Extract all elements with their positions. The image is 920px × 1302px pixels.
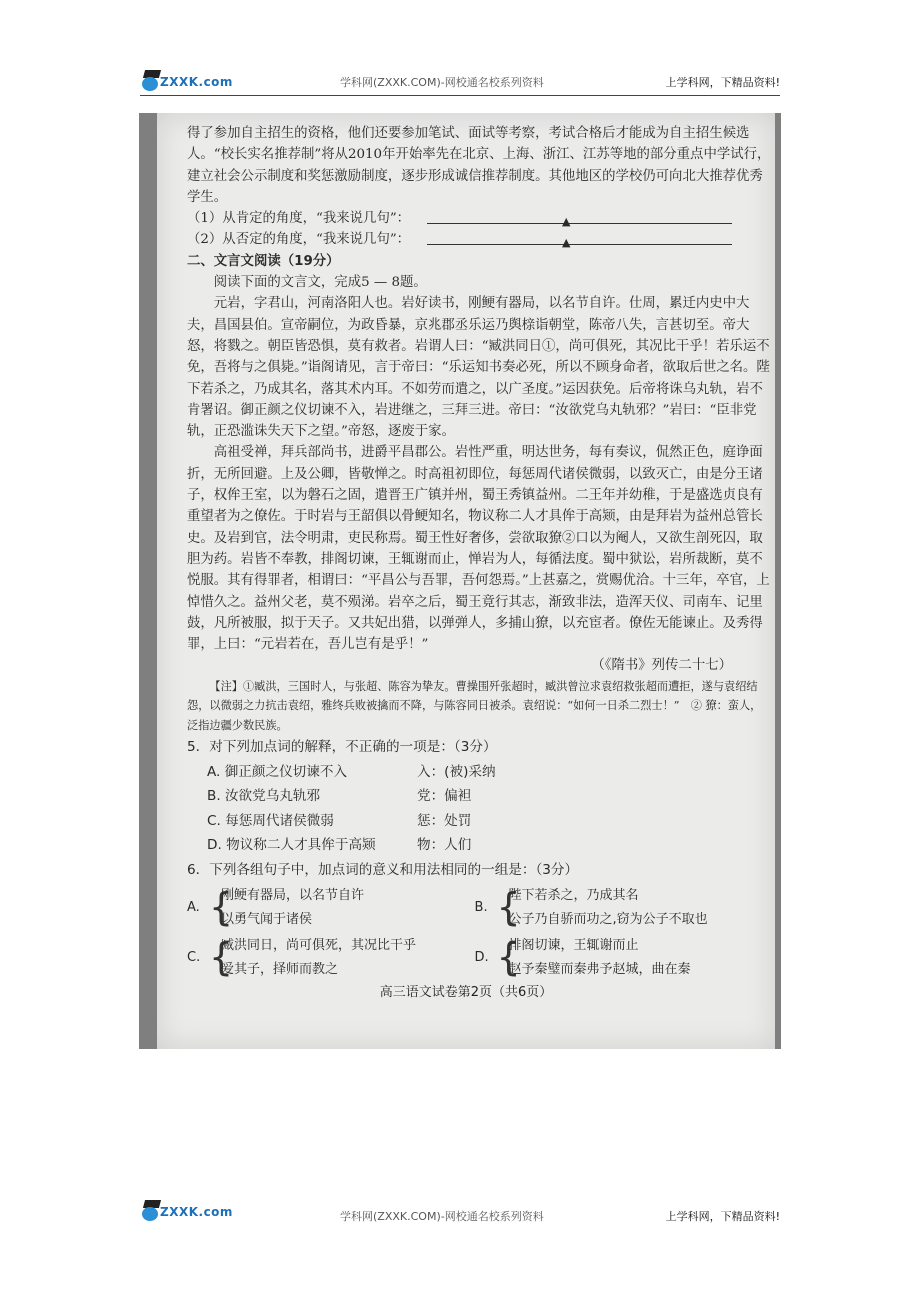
q6-option-d-line2: 赵予秦璧而秦弗予赵城，曲在秦 — [508, 962, 691, 978]
q5-option-a-text: A. 御正颜之仪切谏不入 — [207, 763, 348, 780]
q5-option-d — [187, 833, 772, 858]
q6-option-a-line2: 以勇气闻于诸侯 — [221, 912, 313, 928]
q6-option-a-label: A. — [187, 900, 200, 916]
logo-text: ZXXK.com — [160, 1205, 233, 1219]
zxxk-logo — [140, 70, 233, 92]
passage-paragraph-2: 高祖受禅，拜兵部尚书，进爵平昌郡公。岩性严重，明达世务，每有奏议，侃然正色，庭诤面折，无所回避。上及公卿，皆敬惮之。时高祖初即位，每惩周代诸侯微弱，以致灭亡，由是分王诸子，权侔王室，以为磐石之固，遣晋王广镇并州，蜀王秀镇益州。二王年并幼稚，于是盛选贞良有重望者为之僚佐。于时岩与王韶俱以骨鲠知名，物议称二人才具侔于高颎，由是拜岩为益州总管长史。及岩到官，法令明肃，吏民称焉。蜀王性好奢侈，尝欲取獠②口以为阉人，又欲生剖死囚，取胆为药。岩皆不奉教，排阁切谏，王辄谢而止，惮岩为人，每循法度。蜀中狱讼，岩所裁断，莫不悦服。其有得罪者，相谓曰：“平昌公与吾罪，吾何怨焉。”上甚嘉之，赏赐优洽。十三年，卒官，上悼惜久之。益州父老，莫不殒涕。岩卒之后，蜀王竟行其志，渐致非法，造浑天仪、司南车、记里鼓，凡所被服，拟于天子。又共妃出猎，以弹弹人，多捕山獠，以充宦者。僚佐无能谏止。及秀得罪，上曰：“元岩若在，吾儿岂有是乎！” — [187, 445, 770, 653]
q5-option-c-text: C. 每惩周代诸侯微弱 — [207, 812, 334, 829]
zxxk-logo — [140, 1200, 233, 1222]
globe-icon — [142, 1207, 158, 1221]
q6-option-b-line2: 公子乃自骄而功之,窃为公子不取也 — [508, 912, 708, 928]
question-6-stem: 6．下列各组句子中，加点词的意义和用法相同的一组是：（3分） — [187, 861, 579, 878]
question-5-options — [187, 760, 772, 858]
brace-icon: { — [209, 935, 234, 980]
passage-source: （《隋书》列传二十七） — [591, 658, 732, 674]
q5-option-b — [187, 784, 772, 809]
globe-icon — [142, 77, 158, 91]
page-footer — [140, 1198, 780, 1228]
footer-center-text: 学科网(ZXXK.COM)-网校通名校系列资料 — [340, 1210, 544, 1223]
question-2-row — [187, 229, 772, 250]
triangle-marker-2: ▲ — [562, 236, 571, 250]
logo-text: ZXXK.com — [160, 75, 233, 89]
q5-option-b-gloss: 党：偏袒 — [417, 788, 472, 805]
header-center-text: 学科网(ZXXK.COM)-网校通名校系列资料 — [340, 76, 544, 89]
question-2-label: （2）从否定的角度，“我来说几句”： — [187, 232, 411, 248]
q5-option-d-gloss: 物：人们 — [417, 837, 472, 854]
q5-option-a-gloss: 入：(被)采纳 — [417, 763, 496, 780]
q5-option-a — [187, 760, 772, 785]
exam-content — [187, 123, 772, 982]
intro-paragraph: 得了参加自主招生的资格，他们还要参加笔试、面试等考察，考试合格后才能成为自主招生候选人。“校长实名推荐制”将从2010年开始率先在北京、上海、浙江、江苏等地的部分重点中学试行，建立社会公示制度和奖惩激励制度，逐步形成诚信推荐制度。其他地区的学校仍可向北大推荐优秀学生。 — [187, 126, 771, 205]
q6-option-b-line1: 陛下若杀之，乃成其名 — [508, 888, 639, 904]
reading-instruction: 阅读下面的文言文，完成5 — 8题。 — [213, 275, 427, 291]
passage-note: 【注】①臧洪，三国时人，与张超、陈容为挚友。曹操围歼张超时，臧洪曾泣求袁绍救张超而遭拒，遂与袁绍结怨，以微弱之力抗击袁绍，雅终兵败被擒而不降，与陈容同日被杀。袁绍说：“如何一日杀二烈士！” ② 獠：蛮人，泛指边疆少数民族。 — [187, 679, 762, 732]
q6-option-c-line1: 臧洪同日，尚可俱死，其况比干乎 — [221, 938, 417, 954]
q6-option-a-line1: 刚鲠有器局，以名节自许 — [221, 888, 365, 904]
passage-paragraph-1: 元岩，字君山，河南洛阳人也。岩好读书，刚鲠有器局，以名节自许。仕周，累迁内史中大夫，昌国县伯。宣帝嗣位，为政昏暴，京兆郡丞乐运乃舆榇诣朝堂，陈帝八失，言甚切至。帝大怒，将戮之。朝臣皆恐惧，莫有救者。岩谓人曰：“臧洪同日①，尚可俱死，其况比干乎！若乐运不免，吾将与之俱毙。”诣阁请见，言于帝曰：“乐运知书奏必死，所以不顾身命者，欲取后世之名。陛下若杀之，乃成其名，落其术内耳。不如劳而遣之，以广圣度。”运因获免。后帝将诛乌丸轨，岩不肯署诏。御正颜之仪切谏不入，岩进继之，三拜三进。帝曰：“汝欲党乌丸轨邪？”岩曰：“臣非党轨，正恐滥诛失天下之望。”帝怒，逐废于家。 — [187, 296, 770, 440]
q5-option-b-text: B. 汝欲党乌丸轨邪 — [207, 788, 321, 805]
page-number: 高三语文试卷第2页（共6页） — [379, 985, 553, 1000]
question-6-options — [187, 884, 772, 982]
answer-line-2 — [427, 244, 732, 245]
q6-row-1 — [187, 884, 772, 932]
q6-option-c-label: C. — [187, 950, 201, 966]
q6-row-2 — [187, 934, 772, 982]
exam-paper — [157, 113, 775, 1049]
header-divider — [140, 95, 780, 96]
q5-option-c-gloss: 惩：处罚 — [417, 812, 472, 829]
q6-option-d-line1: 排阁切谏，王辄谢而止 — [508, 938, 639, 954]
brace-icon: { — [496, 885, 521, 930]
q6-option-d — [475, 934, 772, 982]
question-5-stem: 5．对下列加点词的解释，不正确的一项是：（3分） — [187, 739, 497, 756]
brace-icon: { — [496, 935, 521, 980]
q6-option-b — [475, 884, 772, 932]
q6-option-c-line2: 爱其子，择师而教之 — [221, 962, 339, 978]
footer-slogan: 上学科网，下精品资料! — [665, 1210, 780, 1223]
triangle-marker-1: ▲ — [562, 215, 571, 229]
question-1-row — [187, 208, 772, 229]
q6-option-b-label: B. — [474, 900, 488, 916]
page-header — [140, 68, 780, 98]
answer-line-1 — [427, 223, 732, 224]
section-2-heading: 二、文言文阅读（19分） — [187, 253, 340, 269]
exam-page-photo — [139, 113, 781, 1049]
brace-icon: { — [209, 885, 234, 930]
q6-option-c — [187, 934, 475, 982]
q5-option-d-text: D. 物议称二人才具侔于高颎 — [207, 837, 376, 854]
q6-option-d-label: D. — [474, 950, 489, 966]
q5-option-c — [187, 809, 772, 834]
question-1-label: （1）从肯定的角度，“我来说几句”： — [187, 211, 411, 227]
q6-option-a — [187, 884, 475, 932]
header-slogan: 上学科网，下精品资料! — [665, 76, 780, 89]
